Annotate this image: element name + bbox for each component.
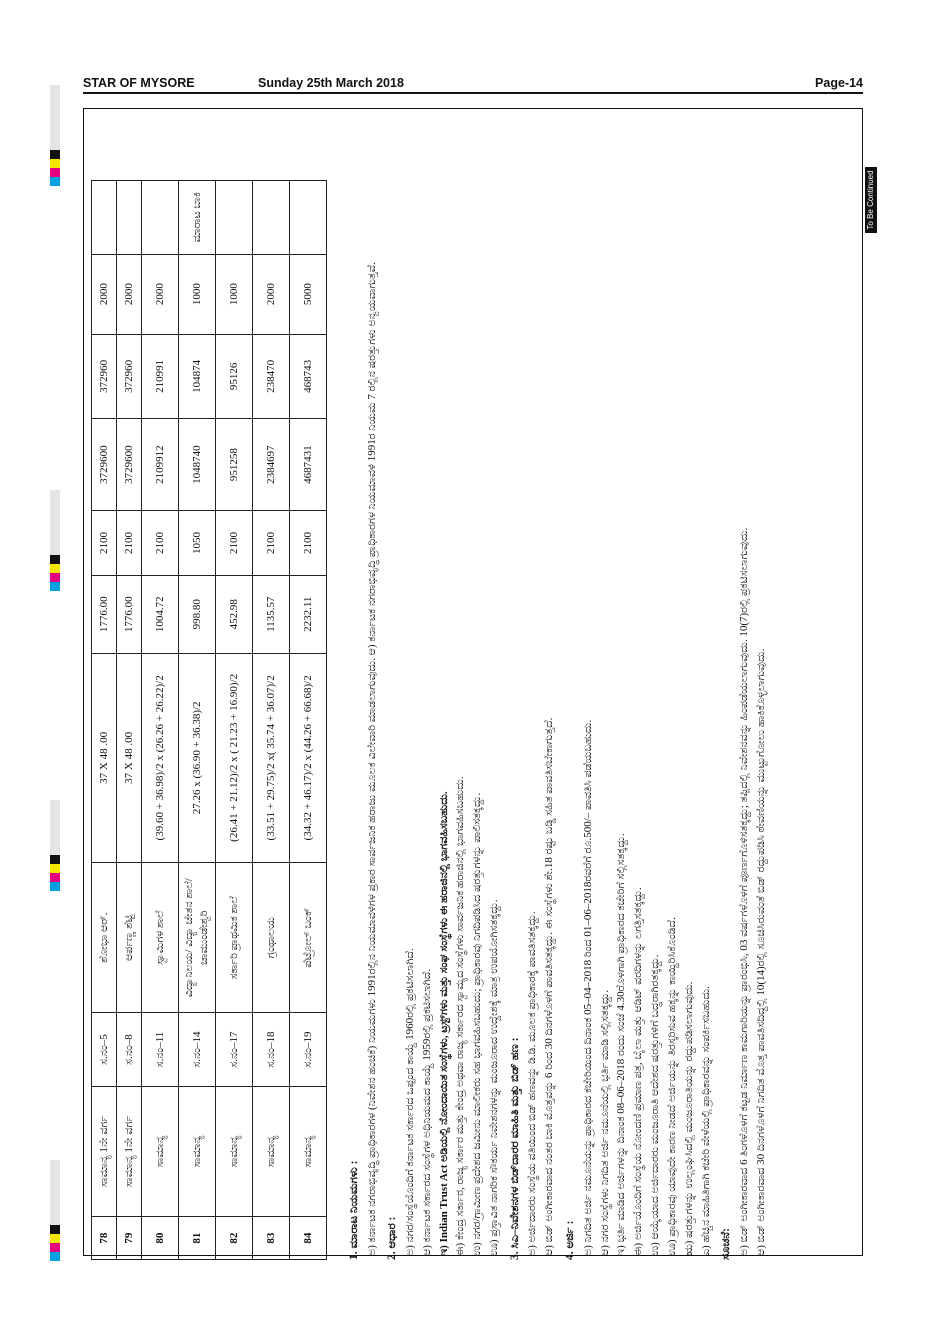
- cell-emd: 372960: [117, 334, 142, 418]
- note-line: ಅ) ನಿಗದಿತ ಅರ್ಜಿ ನಮೂನೆಯನ್ನು ಪ್ರಾಧಿಕಾರದ ಕಚೇರಿಯಿಂದ ದಿನಾಂಕ 05–04–2018 ರಿಂದ 01–06–2018ರವರೆಗೆ ರೂ.500/– ಪಾವತಿಸಿ ಪಡೆಯಬಹುದು.: [581, 719, 594, 1256]
- registration-marks: [50, 85, 60, 186]
- cell-survey: ಸ.ನಂ–11: [142, 1013, 179, 1086]
- cell-category: ಸಾಮಾನ್ಯ: [290, 1086, 327, 1216]
- cell-remarks: [142, 181, 179, 255]
- cell-emd: 468743: [290, 334, 327, 418]
- cell-emd: 238470: [253, 334, 290, 418]
- note-line: ಈ) ಕೇಂದ್ರ ಸರ್ಕಾರ, ರಾಜ್ಯ ಸರ್ಕಾರ ಮತ್ತು ಕೇಂದ್ರ ಅಥವಾ ರಾಜ್ಯ ಸರ್ಕಾರದ ಸ್ವಾಮ್ಯದ ಸಂಸ್ಥೆಗಳು ಸಾರ್ವಜನಿಕ ಹರಾಜಿನಲ್ಲಿ ಭಾಗವಹಿಸಬಹುದು.: [454, 776, 467, 1256]
- cell-category: ಸಾಮಾನ್ಯ 1ನೇ ವರ್ಗ: [92, 1086, 117, 1216]
- header-rule: [83, 92, 863, 94]
- cell-value: 951258: [216, 419, 253, 511]
- cell-value: 2109912: [142, 419, 179, 511]
- note-line: ಇ) ಭರ್ತಿ ಮಾಡಿದ ಅರ್ಜಿಗಳನ್ನು ದಿನಾಂಕ 08–06–2018 ರಂದು ಸಂಜೆ 4.30ರೊಳಗಾಗಿ ಪ್ರಾಧಿಕಾರದ ಕಚೇರಿಗೆ ಸಲ್ಲಿಸತಕ್ಕದ್ದು.: [615, 833, 628, 1256]
- cell-emd: 210991: [142, 334, 179, 418]
- cell-rate: 2100: [142, 511, 179, 576]
- cell-area: 1776.00: [92, 575, 117, 653]
- cell-survey: ಸ.ನಂ–19: [290, 1013, 327, 1086]
- note-line: ಊ) ಪ್ರಸ್ತಾವಿತ ನಾಗರಿಕ ಸೌಕರ್ಯ ನಿವೇಶನಗಳನ್ನು ಮಂಜೂರಾದ ಉದ್ದೇಶಕ್ಕೆ ಮಾತ್ರ ಉಪಯೋಗಿಸತಕ್ಕದ್ದು.: [488, 899, 501, 1256]
- section-heading: ಸೂಚನೆ:: [720, 1228, 733, 1260]
- cell-deposit: 2000: [253, 254, 290, 334]
- section-heading: 1. ಮಾರಾಟ ನಿಯಮಗಳು :: [348, 1160, 360, 1260]
- table-row: [117, 181, 142, 1260]
- note-line: ಊ) ಪ್ರಾಧಿಕಾರವು ಯಾವುದೇ ಕಾರಣ ನೀಡದೆ ಅರ್ಜಿಯನ್ನು ತಿರಸ್ಕರಿಸುವ ಹಕ್ಕನ್ನು ಕಾಯ್ದಿರಿಸಿಕೊಂಡಿದೆ.: [665, 917, 678, 1256]
- table-row: [253, 181, 290, 1260]
- section-heading: 4. ಅರ್ಜಿ :: [564, 1220, 577, 1260]
- cell-dimension: 37 X 48 .00: [117, 653, 142, 862]
- cell-area: 452.98: [216, 575, 253, 653]
- note-line: ಆ) ಕರ್ನಾಟಕ ಸರ್ಕಾರದ ಸಂಸ್ಥೆಗಳ ಅಧಿನಿಯಮದ ಕಾಯ್ದೆ 1959ರಲ್ಲಿ ಪ್ರಕಟಿಸಲಾಗಿದೆ.: [420, 968, 433, 1256]
- note-line: ಋ) ಷರತ್ತುಗಳನ್ನು ಉಲ್ಲಂಘಿಸಿದಲ್ಲಿ ಮಂಜೂರಾತಿಯನ್ನು ರದ್ದುಪಡಿಸಲಾಗುವುದು.: [682, 981, 695, 1256]
- cell-no: 80: [142, 1217, 179, 1260]
- section-heading: 3. ಸಿಎ–ನಿವೇಶನಗಳ ಬಿಡ್‌ದಾರರ ಮಾಹಿತಿ ಮತ್ತು ಬಿಡ್ ಹಣ :: [508, 1037, 521, 1260]
- registration-marks: [50, 490, 60, 591]
- notice-content: [91, 170, 853, 1260]
- note-line: ಆ) ಬಿಡ್ ಅಂಗೀಕಾರವಾದ 30 ದಿನಗಳೊಳಗೆ ನಿಗದಿತ ಮೊತ್ತ ಪಾವತಿಸದಿದ್ದಲ್ಲಿ 10(14)ರಲ್ಲಿ ಸೂಚಿಸಿರುವಂತೆ ಬಿಡ್ ರದ್ದುಪಡಿಸಿ ಠೇವಣಿಯನ್ನು ಮುಟ್ಟುಗೋಲು ಹಾಕಿಕೊಳ್ಳಲಾಗುವುದು.: [754, 648, 767, 1256]
- note-line: ಉ) ಆಯ್ಕೆಯಾದ ಅರ್ಜಿದಾರರು ಮಂಜೂರಾತಿ ಆದೇಶದ ಷರತ್ತುಗಳಿಗೆ ಬದ್ಧರಾಗಿರತಕ್ಕದ್ದು.: [649, 954, 662, 1256]
- cell-remarks: [117, 181, 142, 255]
- cell-rate: 2100: [117, 511, 142, 576]
- cell-emd: 95126: [216, 334, 253, 418]
- cell-dimension: (34.32 + 46.17)/2 x (44.26 + 66.68)/2: [290, 653, 327, 862]
- cell-no: 79: [117, 1217, 142, 1260]
- cell-category: ಸಾಮಾನ್ಯ: [179, 1086, 216, 1216]
- page-header: [83, 76, 863, 92]
- registration-marks: [50, 800, 60, 891]
- cell-value: 2384697: [253, 419, 290, 511]
- registration-marks: [50, 1160, 60, 1261]
- cell-area: 1004.72: [142, 575, 179, 653]
- note-line: ಆ) ನಗರ ಸಂಸ್ಥೆಗಳು ನಿಗದಿತ ಅರ್ಜಿ ನಮೂನೆಯಲ್ಲಿ ಭರ್ತಿ ಮಾಡಿ ಸಲ್ಲಿಸತಕ್ಕದ್ದು.: [598, 989, 611, 1256]
- cell-no: 81: [179, 1217, 216, 1260]
- cell-remarks: ಮಾರಾಟ ಬಾಕಿ: [179, 181, 216, 255]
- cell-remarks: [290, 181, 327, 255]
- cell-category: ಸಾಮಾನ್ಯ 1ನೇ ವರ್ಗ: [117, 1086, 142, 1216]
- note-line: ಅ) ಬಿಡ್ ಅಂಗೀಕಾರವಾದ 6 ತಿಂಗಳೊಳಗೆ ಕಟ್ಟಡ ನಿರ್ಮಾಣ ಕಾಮಗಾರಿಯನ್ನು ಪ್ರಾರಂಭಿಸಿ, 03 ವರ್ಷಗಳೊಳಗೆ ಪೂರ್ಣಗೊಳಿಸತಕ್ಕದ್ದು; ತಪ್ಪಿದಲ್ಲಿ ನಿವೇಶನವನ್ನು ಹಿಂಪಡೆಯಲಾಗುವುದು. 10(7)ರಲ್ಲಿ ಪ್ರಕಟಿಸಲಾಗುವುದು.: [737, 527, 750, 1256]
- cell-owner: ಪೆಟ್ರೋಲ್ ಬಂಕ್: [290, 863, 327, 1013]
- cell-survey: ಸ.ನಂ–14: [179, 1013, 216, 1086]
- newspaper-name: STAR OF MYSORE: [83, 76, 195, 90]
- note-line: ಎ) ಹೆಚ್ಚಿನ ಮಾಹಿತಿಗಾಗಿ ಕಚೇರಿ ವೇಳೆಯಲ್ಲಿ ಪ್ರಾಧಿಕಾರವನ್ನು ಸಂಪರ್ಕಿಸಬಹುದು.: [699, 986, 712, 1256]
- cell-deposit: 1000: [216, 254, 253, 334]
- sites-table: [91, 180, 327, 1260]
- cell-rate: 2100: [290, 511, 327, 576]
- cell-value: 3729600: [92, 419, 117, 511]
- cell-dimension: (26.41 + 21.12)/2 x ( 21.23 + 16.90)/2: [216, 653, 253, 862]
- cell-owner: ಸ್ವಾಮಿಗಳ ಶಾಲೆ: [142, 863, 179, 1013]
- cell-dimension: 37 X 48 .00: [92, 653, 117, 862]
- page-number: Page-14: [815, 76, 863, 90]
- cell-remarks: [253, 181, 290, 255]
- table-row: [290, 181, 327, 1260]
- cell-value: 3729600: [117, 419, 142, 511]
- cell-deposit: 2000: [92, 254, 117, 334]
- cell-value: 4687431: [290, 419, 327, 511]
- cell-deposit: 2000: [117, 254, 142, 334]
- cell-survey: ಸ.ನಂ–17: [216, 1013, 253, 1086]
- note-line: ಅ) ನಗರ/ಸಂಸ್ಥೆಯೊಂದಿಗೆ ಕರ್ನಾಟಕ ಸರ್ಕಾರದ ಒಪ್ಪಂದ ಕಾಯ್ದೆ 1960ರಲ್ಲಿ ಪ್ರಕಟಿಸಲಾಗಿದೆ.: [403, 948, 416, 1256]
- cell-owner: ಸರ್ಕಾರಿ ಪ್ರಾಥಮಿಕ ಶಾಲೆ: [216, 863, 253, 1013]
- cell-deposit: 5000: [290, 254, 327, 334]
- cell-deposit: 2000: [142, 254, 179, 334]
- cell-owner: ವಿದ್ಯಾನಿಲಯ/ ವಿದ್ಯಾ ಚೇತನ ಶಾಲೆ/ಚಾಮುಂಡೇಶ್ವರಿ: [179, 863, 216, 1013]
- cell-survey: ಸ.ನಂ–18: [253, 1013, 290, 1086]
- note-line: ಉ) ನಗರ/ಗ್ರಾಮೀಣ ಪ್ರದೇಶದ ಜಮೀನು ಮಾಲೀಕರು ಸಹ ಭಾಗವಹಿಸಬಹುದು; ಪ್ರಾಧಿಕಾರವು ನಿಗದಿಪಡಿಸಿದ ಷರತ್ತುಗಳನ್ನು ಪಾಲಿಸತಕ್ಕದ್ದು.: [471, 792, 484, 1256]
- note-line: ಇ) Indian Trust Act ಅಡಿಯಲ್ಲಿ ನೋಂದಾಯಿತ ಸಂಸ್ಥೆಗಳು, ಟ್ರಸ್ಟ್‌ಗಳು ಮತ್ತು ಸಂಘ ಸಂಸ್ಥೆಗಳು ಈ ಹರಾಜಿನಲ್ಲಿ ಭಾಗವಹಿಸಬಹುದು.: [437, 791, 450, 1256]
- cell-value: 1048740: [179, 419, 216, 511]
- note-line: ಅ) ಅರ್ಜಿದಾರರು ಸಂಸ್ಥೆಯ ವತಿಯಿಂದ ಬಿಡ್ ಹಣವನ್ನು ಡಿ.ಡಿ. ಮೂಲಕ ಪ್ರಾಧಿಕಾರಕ್ಕೆ ಪಾವತಿಸತಕ್ಕದ್ದು.: [526, 911, 539, 1256]
- cell-dimension: (33.51 + 29.75)/2 x( 35.74 + 36.07)/2: [253, 653, 290, 862]
- cell-emd: 104874: [179, 334, 216, 418]
- cell-deposit: 1000: [179, 254, 216, 334]
- cell-owner: ಗ್ರಂಥಾಲಯ: [253, 863, 290, 1013]
- cell-owner: ಶೋಭಾ ಆರ್.: [92, 863, 117, 1013]
- cell-category: ಸಾಮಾನ್ಯ: [142, 1086, 179, 1216]
- table-row: [92, 181, 117, 1260]
- cell-no: 82: [216, 1217, 253, 1260]
- note-line: ಈ) ಅರ್ಜಿಯೊಂದಿಗೆ ಸಂಸ್ಥೆಯ ನೋಂದಣಿ ಪ್ರಮಾಣ ಪತ್ರ, ಬೈಲಾ ಮತ್ತು ಆಡಿಟ್ ವರದಿಗಳನ್ನು ಲಗತ್ತಿಸತಕ್ಕದ್ದು.: [632, 887, 645, 1256]
- cell-rate: 2100: [92, 511, 117, 576]
- cell-rate: 1050: [179, 511, 216, 576]
- cell-area: 998.80: [179, 575, 216, 653]
- table-row: [179, 181, 216, 1260]
- continued-tab: [865, 167, 877, 233]
- cell-rate: 2100: [216, 511, 253, 576]
- cell-category: ಸಾಮಾನ್ಯ: [216, 1086, 253, 1216]
- cell-no: 83: [253, 1217, 290, 1260]
- cell-owner: ಆರ್ಪಣ್ಣ ಶೆಟ್ಟಿ: [117, 863, 142, 1013]
- cell-dimension: (39.60 + 36.98)/2 x (26.26 + 26.22)/2: [142, 653, 179, 862]
- cell-remarks: [216, 181, 253, 255]
- cell-area: 2232.11: [290, 575, 327, 653]
- table-row: [142, 181, 179, 1260]
- section-heading: 2. ಆಧಾರ :: [386, 1216, 399, 1260]
- cell-no: 84: [290, 1217, 327, 1260]
- cell-survey: ಸ.ನಂ–8: [117, 1013, 142, 1086]
- cell-area: 1776.00: [117, 575, 142, 653]
- cell-no: 78: [92, 1217, 117, 1260]
- cell-emd: 372960: [92, 334, 117, 418]
- note-line: ಆ) ಬಿಡ್ ಅಂಗೀಕಾರವಾದ ನಂತರ ಬಾಕಿ ಮೊತ್ತವನ್ನು 6 ರಿಂದ 30 ದಿನಗಳೊಳಗೆ ಪಾವತಿಸತಕ್ಕದ್ದು. ಈ ಸಂಸ್ಥೆಗಳು ಶೇ.18 ರಷ್ಟು ಬಡ್ಡಿ ಸಹಿತ ಪಾವತಿಸಬೇಕಾಗುತ್ತದೆ.: [543, 717, 556, 1256]
- table-row: [216, 181, 253, 1260]
- cell-category: ಸಾಮಾನ್ಯ: [253, 1086, 290, 1216]
- cell-area: 1135.57: [253, 575, 290, 653]
- note-line: ಅ) ಕರ್ನಾಟಕ ನಗರಾಭಿವೃದ್ಧಿ ಪ್ರಾಧಿಕಾರಗಳ (ನಿವೇಶನ ಹಂಚಿಕೆ) ನಿಯಮಗಳು 1991ರಲ್ಲಿನ ನಿಯಮಾವಳಿಗಳ ಪ್ರಕಾರ ಸಾರ್ವಜನಿಕ ಹರಾಜು ಮೂಲಕ ವಿಲೇವಾರಿ ಮಾಡಲಾಗುವುದು. ಆ) ಕರ್ನಾಟಕ ನಗರಾಭಿವೃದ್ಧಿ ಪ್ರಾಧಿಕಾರಗಳ ನಿಯಮಾವಳಿ 1991ರ ನಿಯಮ 7 ರಲ್ಲಿನ ಷರತ್ತುಗಳು ಅನ್ವಯವಾಗುತ್ತವೆ.: [365, 262, 378, 1256]
- cell-survey: ಸ.ನಂ–5: [92, 1013, 117, 1086]
- issue-date: Sunday 25th March 2018: [258, 76, 404, 90]
- cell-rate: 2100: [253, 511, 290, 576]
- terms-section: [341, 175, 769, 1260]
- continued-label: To Be Continued: [866, 170, 875, 230]
- cell-dimension: 27.26 x (36.90 + 36.38)/2: [179, 653, 216, 862]
- cell-remarks: [92, 181, 117, 255]
